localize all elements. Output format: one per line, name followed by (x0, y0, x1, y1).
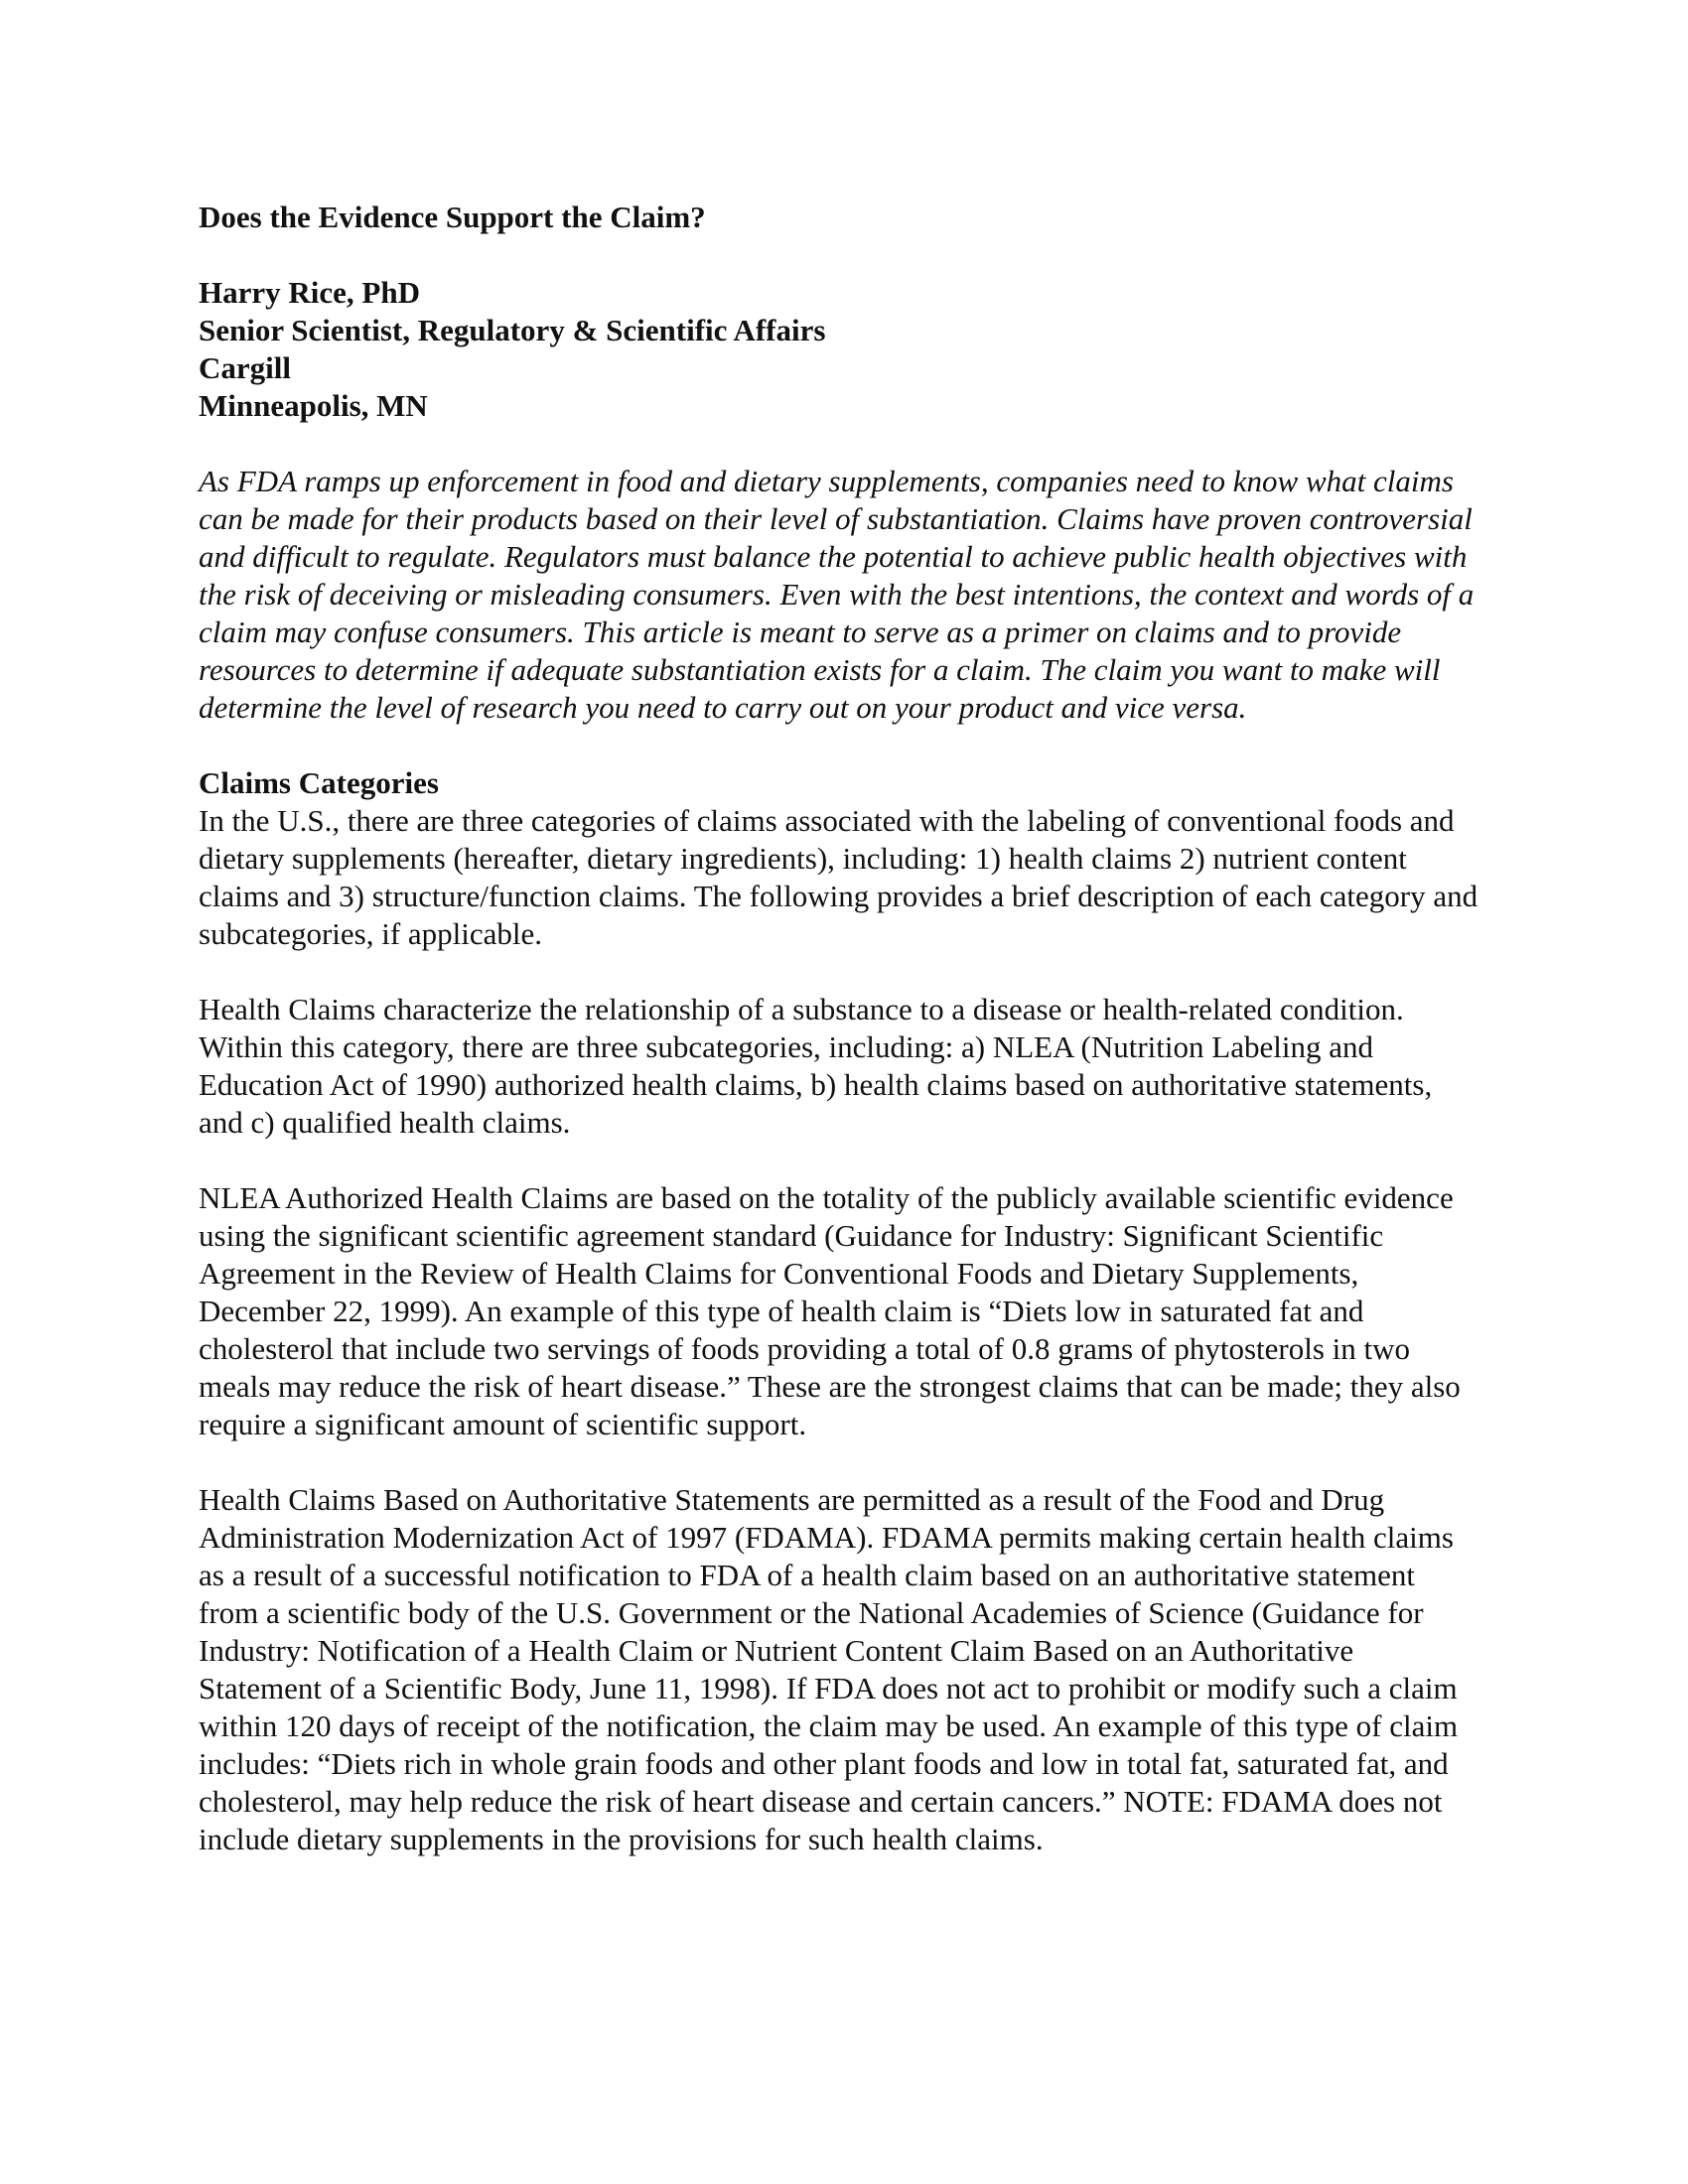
abstract: As FDA ramps up enforcement in food and dietary supplements, companies need to know what claims can be made for their products based on their level of substantiation. Claims have proven controversial and difficult to regulate. Regulators must balance the potential to achieve public health objectives with the risk of deceiving or misleading consumers. Even with the best intentions, the context and words of a claim may confuse consumers. This article is meant to serve as a primer on claims and to provide resources to determine if adequate substantiation exists for a claim. The claim you want to make will determine the level of research you need to carry out on your product and vice versa. (199, 464, 1475, 725)
section-heading: Claims Categories (199, 765, 439, 800)
author-block (199, 274, 1489, 425)
paragraph-claims-overview: In the U.S., there are three categories of claims associated with the labeling of conventional foods and dietary supplements (hereafter, dietary ingredients), including: 1) health claims 2) nutrient content claims and 3) structure/function claims. The following provides a brief description of each category and subcategories, if applicable. (199, 803, 1478, 951)
paragraph-nlea-claims: NLEA Authorized Health Claims are based on the totality of the publicly available scientific evidence using the significant scientific agreement standard (Guidance for Industry: Significant Scientific Agreement in the Review of Health Claims for Conventional Foods and Dietary Supplements, December 22, 1999). An example of this type of health claim is “Diets low in saturated fat and cholesterol that include two servings of foods providing a total of 0.8 grams of phytosterols in two meals may reduce the risk of heart disease.” These are the strongest claims that can be made; they also require a significant amount of scientific support. (199, 1180, 1461, 1441)
author-name: Harry Rice, PhD (199, 275, 420, 310)
article-title: Does the Evidence Support the Claim? (199, 200, 706, 234)
author-location: Minneapolis, MN (199, 388, 428, 423)
paragraph-authoritative-statements: Health Claims Based on Authoritative Statements are permitted as a result of the Food and Drug Administration Modernization Act of 1997 (FDAMA). FDAMA permits making certain health claims as a result of a successful notification to FDA of a health claim based on an authoritative statement from a scientific body of the U.S. Government or the National Academies of Science (Guidance for Industry: Notification of a Health Claim or Nutrient Content Claim Based on an Authoritative Statement of a Scientific Body, June 11, 1998). If FDA does not act to prohibit or modify such a claim within 120 days of receipt of the notification, the claim may be used. An example of this type of claim includes: “Diets rich in whole grain foods and other plant foods and low in total fat, saturated fat, and cholesterol, may help reduce the risk of heart disease and certain cancers.” NOTE: FDAMA does not include dietary supplements in the provisions for such health claims. (199, 1482, 1459, 1856)
paragraph-health-claims: Health Claims characterize the relationship of a substance to a disease or health-related condition. Within this category, there are three subcategories, including: a) NLEA (Nutrition Labeling and Education Act of 1990) authorized health claims, b) health claims based on authoritative statements, and c) qualified health claims. (199, 992, 1433, 1140)
author-company: Cargill (199, 350, 291, 385)
document-page (199, 199, 1489, 1896)
author-position: Senior Scientist, Regulatory & Scientific Affairs (199, 313, 826, 347)
